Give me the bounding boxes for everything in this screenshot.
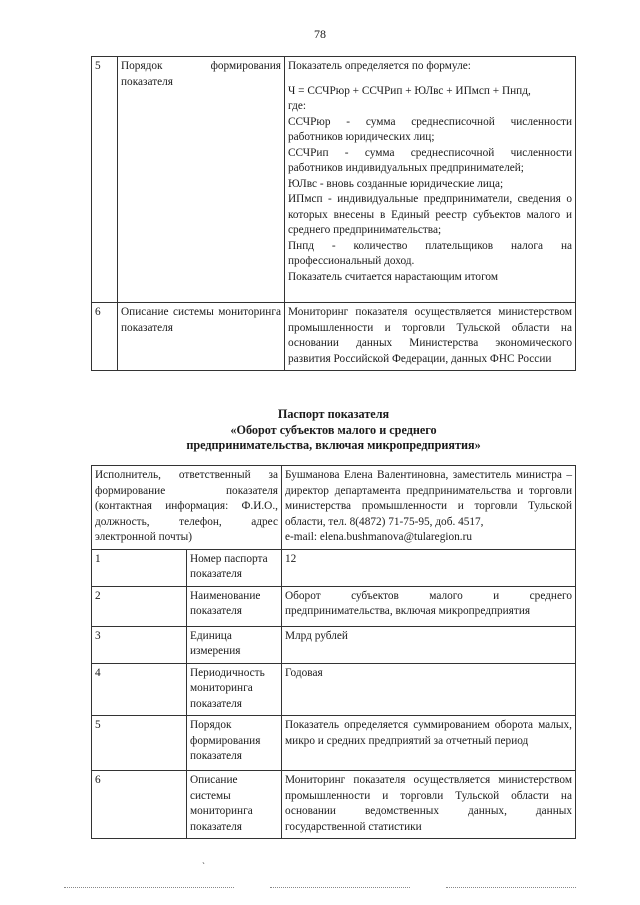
passport-title-line: «Оборот субъектов малого и среднего xyxy=(230,422,437,437)
row-value: Годовая xyxy=(282,663,576,716)
row-label: Описание системы мониторинга показателя xyxy=(118,303,285,371)
table-row xyxy=(92,771,576,839)
row-label: Единица измерения xyxy=(187,626,282,663)
table-row xyxy=(92,626,576,663)
row-number: 5 xyxy=(92,716,187,771)
formula-term: ССЧРип - сумма среднесписочной численности работников индивидуальных предпринимателей; xyxy=(288,146,572,174)
scan-mark: ˋ xyxy=(202,861,205,871)
formula-term: ИПмсп - индивидуальные предприниматели, сведения о которых внесены в Единый реестр субъектов малого и среднего предпринимательства; xyxy=(288,193,572,236)
formula-where: где: xyxy=(288,100,306,112)
row-value: Мониторинг показателя осуществляется министерством промышленности и торговли Тульской области на основании данных Министерства экономического развития Российской Федерации, данных ФНС России xyxy=(285,303,576,371)
row-number: 3 xyxy=(92,626,187,663)
row-label: Периодичность мониторинга показателя xyxy=(187,663,282,716)
executor-row xyxy=(92,466,576,550)
footer-rule xyxy=(446,887,576,888)
executor-email: e-mail: elena.bushmanova@tularegion.ru xyxy=(285,531,473,543)
table-row xyxy=(92,716,576,771)
passport-table xyxy=(91,465,576,839)
indicator-table-continued xyxy=(91,56,576,371)
row-value: Млрд рублей xyxy=(282,626,576,663)
row-value: 12 xyxy=(282,549,576,586)
row-value: Мониторинг показателя осуществляется министерством промышленности и торговли Тульской области на основании ведомственных данных, данных государственной статистики xyxy=(282,771,576,839)
passport-title-line: Паспорт показателя xyxy=(277,407,390,421)
row-label: Номер паспорта показателя xyxy=(187,549,282,586)
table-row xyxy=(92,663,576,716)
row-value: Показатель определяется суммированием оборота малых, микро и средних предприятий за отчетный период xyxy=(282,716,576,771)
formula-term: ССЧРюр - сумма среднесписочной численности работников юридических лиц; xyxy=(288,115,572,143)
executor-value xyxy=(282,466,576,550)
row-label: Описание системы мониторинга показателя xyxy=(187,771,282,839)
formula-intro: Показатель определяется по формуле: xyxy=(288,60,471,72)
table-row xyxy=(92,303,576,371)
executor-label: Исполнитель, ответственный за формирование показателя (контактная информация: Ф.И.О., должность, телефон, адрес электронной почты) xyxy=(92,466,282,550)
row-label: Порядок формирования показателя xyxy=(187,716,282,771)
formula-term: ЮЛвс - вновь созданные юридические лица; xyxy=(288,177,504,190)
row-number: 6 xyxy=(92,771,187,839)
row-value: Оборот субъектов малого и среднего предпринимательства, включая микропредприятия xyxy=(282,586,576,626)
row-number: 6 xyxy=(92,303,118,371)
row-value xyxy=(285,57,576,303)
row-number: 2 xyxy=(92,586,187,626)
page-number: 78 xyxy=(314,27,326,41)
row-number: 4 xyxy=(92,663,187,716)
footer-rule xyxy=(64,887,234,888)
row-label: Наименование показателя xyxy=(187,586,282,626)
footer-rule xyxy=(270,887,410,888)
formula-term: Пнпд - количество плательщиков налога на профессиональный доход. xyxy=(288,239,572,267)
table-row xyxy=(92,586,576,626)
formula-note: Показатель считается нарастающим итогом xyxy=(288,270,499,283)
executor-info: Бушманова Елена Валентиновна, заместитель министра – директор департамента предпринимательства и торговли министерства промышленности и торговли Тульской области, тел. 8(4872) 71-75-95, доб. 4517, xyxy=(285,469,572,528)
blank-line xyxy=(288,75,572,84)
table-row xyxy=(92,57,576,303)
table-row xyxy=(92,549,576,586)
formula: Ч = ССЧРюр + ССЧРип + ЮЛвс + ИПмсп + Пнпд, xyxy=(288,84,531,97)
row-number: 5 xyxy=(92,57,118,303)
row-label: Порядок формирования показателя xyxy=(118,57,285,303)
passport-title xyxy=(91,407,576,454)
row-number: 1 xyxy=(92,549,187,586)
passport-title-line: предпринимательства, включая микропредприятия» xyxy=(186,438,481,452)
